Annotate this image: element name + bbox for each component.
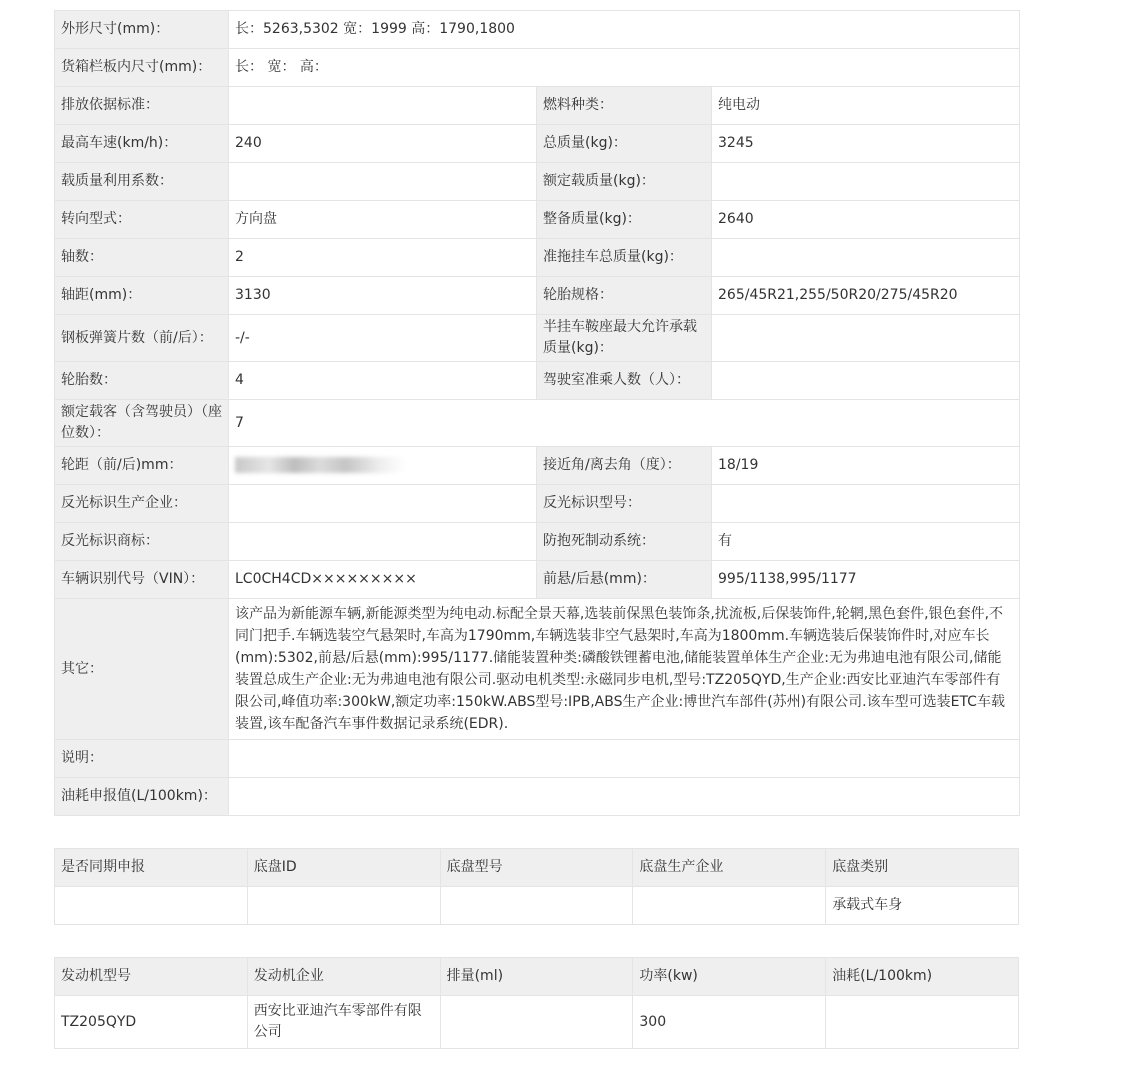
reflect-maker-label: 反光标识生产企业： — [55, 485, 229, 523]
steering-value: 方向盘 — [229, 201, 537, 239]
axles-value: 2 — [229, 239, 537, 277]
column-header: 功率(kw) — [633, 958, 826, 996]
other-label: 其它： — [55, 599, 229, 740]
spec-row — [55, 87, 1020, 125]
track-value — [229, 447, 537, 485]
max-speed-label: 最高车速(km/h)： — [55, 125, 229, 163]
passengers-value: 7 — [229, 400, 1020, 447]
axles-label: 轴数： — [55, 239, 229, 277]
rated-load-label: 额定载质量(kg)： — [537, 163, 712, 201]
column-header: 底盘生产企业 — [633, 849, 826, 887]
spec-row — [55, 163, 1020, 201]
vin-label: 车辆识别代号（VIN）： — [55, 561, 229, 599]
spec-row — [55, 599, 1020, 740]
column-header: 底盘ID — [247, 849, 440, 887]
table-cell — [633, 887, 826, 925]
column-header: 发动机企业 — [247, 958, 440, 996]
spec-row — [55, 447, 1020, 485]
vin-value: LC0CH4CD××××××××× — [229, 561, 537, 599]
spring-value: -/- — [229, 315, 537, 362]
table-cell: 西安比亚迪汽车零部件有限公司 — [247, 996, 440, 1049]
column-header: 油耗(L/100km) — [826, 958, 1019, 996]
table-cell — [826, 996, 1019, 1049]
chassis-table — [54, 848, 1019, 925]
table-row — [55, 996, 1019, 1049]
spec-row — [55, 239, 1020, 277]
wheelbase-label: 轴距(mm)： — [55, 277, 229, 315]
curb-mass-label: 整备质量(kg)： — [537, 201, 712, 239]
table-row — [55, 887, 1019, 925]
spec-row — [55, 740, 1020, 778]
column-header: 是否同期申报 — [55, 849, 248, 887]
reflect-maker-value — [229, 485, 537, 523]
total-mass-label: 总质量(kg)： — [537, 125, 712, 163]
reflect-brand-value — [229, 523, 537, 561]
engine-table — [54, 957, 1019, 1049]
column-header: 排量(ml) — [440, 958, 633, 996]
emission-label: 排放依据标准： — [55, 87, 229, 125]
overhang-value: 995/1138,995/1177 — [712, 561, 1020, 599]
table-cell: 300 — [633, 996, 826, 1049]
spec-row — [55, 362, 1020, 400]
spec-row — [55, 315, 1020, 362]
spec-row — [55, 778, 1020, 816]
tire-count-label: 轮胎数： — [55, 362, 229, 400]
spec-sheet — [54, 10, 1019, 1049]
curb-mass-value: 2640 — [712, 201, 1020, 239]
abs-value: 有 — [712, 523, 1020, 561]
column-header: 底盘类别 — [826, 849, 1019, 887]
tire-count-value: 4 — [229, 362, 537, 400]
max-speed-value: 240 — [229, 125, 537, 163]
emission-value — [229, 87, 537, 125]
spec-row — [55, 11, 1020, 49]
table-header-row — [55, 958, 1019, 996]
spec-row — [55, 523, 1020, 561]
vehicle-spec-table — [54, 10, 1020, 816]
column-header: 底盘型号 — [440, 849, 633, 887]
track-label: 轮距（前/后)mm： — [55, 447, 229, 485]
spring-label: 钢板弹簧片数（前/后）： — [55, 315, 229, 362]
spec-row — [55, 277, 1020, 315]
table-cell: 承载式车身 — [826, 887, 1019, 925]
reflect-brand-label: 反光标识商标： — [55, 523, 229, 561]
trailer-mass-value — [712, 239, 1020, 277]
note-value — [229, 740, 1020, 778]
table-cell — [440, 996, 633, 1049]
spec-row — [55, 49, 1020, 87]
spec-row — [55, 400, 1020, 447]
load-util-label: 载质量利用系数： — [55, 163, 229, 201]
note-label: 说明： — [55, 740, 229, 778]
overhang-label: 前悬/后悬(mm)： — [537, 561, 712, 599]
table-cell — [55, 887, 248, 925]
saddle-load-value — [712, 315, 1020, 362]
trailer-mass-label: 准拖挂车总质量(kg)： — [537, 239, 712, 277]
wheelbase-value: 3130 — [229, 277, 537, 315]
spec-row — [55, 201, 1020, 239]
abs-label: 防抱死制动系统： — [537, 523, 712, 561]
cab-capacity-value — [712, 362, 1020, 400]
table-cell — [247, 887, 440, 925]
spec-row — [55, 561, 1020, 599]
cargo-value: 长： 宽： 高： — [229, 49, 1020, 87]
dims-label: 外形尺寸(mm)： — [55, 11, 229, 49]
total-mass-value: 3245 — [712, 125, 1020, 163]
fuel-type-label: 燃料种类： — [537, 87, 712, 125]
approach-angle-value: 18/19 — [712, 447, 1020, 485]
table-cell — [440, 887, 633, 925]
table-header-row — [55, 849, 1019, 887]
steering-label: 转向型式： — [55, 201, 229, 239]
load-util-value — [229, 163, 537, 201]
other-value: 该产品为新能源车辆,新能源类型为纯电动.标配全景天幕,选装前保黑色装饰条,扰流板,后保装饰件,轮辋,黑色套件,银色套件,不同门把手.车辆选装空气悬架时,车高为1790mm,车辆选装非空气悬架时,车高为1800mm.车辆选装后保装饰件时,对应车长(mm):5302,前悬/后悬(mm):995/1177.储能装置种类:磷酸铁锂蓄电池,储能装置单体生产企业:无为弗迪电池有限公司,储能装置总成生产企业:无为弗迪电池有限公司.驱动电机类型:永磁同步电机,型号:TZ205QYD,生产企业:西安比亚迪汽车零部件有限公司,峰值功率:300kW,额定功率:150kW.ABS型号:IPB,ABS生产企业:博世汽车部件(苏州)有限公司.该车型可选装ETC车载装置,该车配备汽车事件数据记录系统(EDR). — [229, 599, 1020, 740]
spec-row — [55, 125, 1020, 163]
reflect-model-value — [712, 485, 1020, 523]
approach-angle-label: 接近角/离去角（度）： — [537, 447, 712, 485]
tire-spec-value: 265/45R21,255/50R20/275/45R20 — [712, 277, 1020, 315]
fuel-consumption-label: 油耗申报值(L/100km)： — [55, 778, 229, 816]
tire-spec-label: 轮胎规格： — [537, 277, 712, 315]
fuel-consumption-value — [229, 778, 1020, 816]
redacted-blur — [235, 457, 405, 473]
rated-load-value — [712, 163, 1020, 201]
reflect-model-label: 反光标识型号： — [537, 485, 712, 523]
passengers-label: 额定载客（含驾驶员）（座位数）： — [55, 400, 229, 447]
cab-capacity-label: 驾驶室准乘人数（人）： — [537, 362, 712, 400]
cargo-label: 货箱栏板内尺寸(mm)： — [55, 49, 229, 87]
column-header: 发动机型号 — [55, 958, 248, 996]
spec-row — [55, 485, 1020, 523]
table-cell: TZ205QYD — [55, 996, 248, 1049]
fuel-type-value: 纯电动 — [712, 87, 1020, 125]
saddle-load-label: 半挂车鞍座最大允许承载质量(kg)： — [537, 315, 712, 362]
dims-value: 长：5263,5302 宽：1999 高：1790,1800 — [229, 11, 1020, 49]
